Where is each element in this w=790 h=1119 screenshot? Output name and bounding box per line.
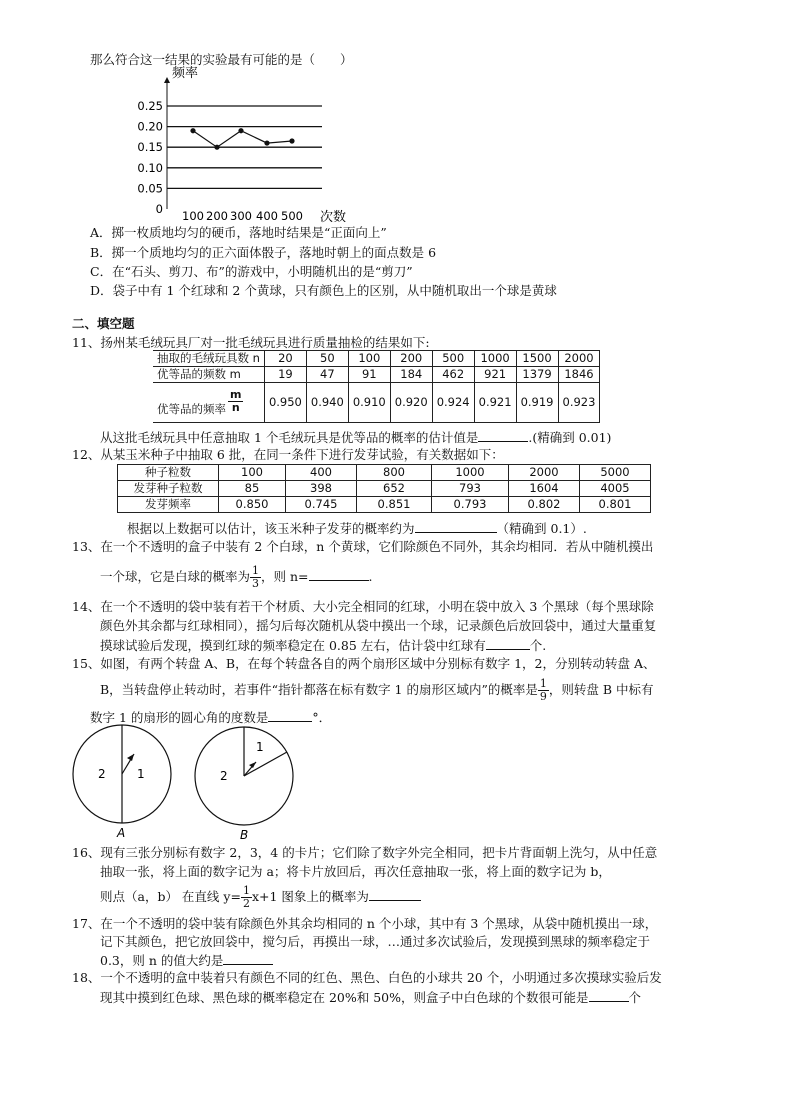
answer-blank[interactable]	[486, 637, 530, 650]
frequency-line-chart	[130, 63, 360, 223]
q14-line2: 颜色外其余都与红球相同），摇匀后每次随机从袋中摸出一个球，记录颜色后放回袋中，通过大量重复	[100, 618, 657, 633]
q12-cell: 793	[432, 481, 509, 497]
q18-line2: 现其中摸到红色球、黑色球的概率稳定在 20%和 50%，则盒子中白色球的个数很可能是 个	[100, 990, 642, 1005]
q15-line2: B，当转盘停止转动时，若事件“指针都落在标有数字 1 的扇形区域内”的概率是 $\frac{1}{9}$ ，则转盘 B 中标有	[100, 677, 654, 703]
q17-line2: 记下其颜色，把它放回袋中，搅匀后，再摸出一球，…通过多次试验后，发现摸到黑球的频率稳定于	[100, 934, 651, 949]
chart-point	[190, 128, 195, 133]
q11-row-n	[153, 351, 600, 367]
q11-cell: 20	[264, 351, 306, 367]
q11-row-label: 优等品的频率 $\frac{m}{n}$	[153, 383, 264, 423]
q12-row-label: 种子粒数	[118, 465, 219, 481]
chart-ylabel: 频率	[172, 66, 199, 81]
answer-blank[interactable]	[268, 709, 312, 722]
q12-cell: 100	[219, 465, 286, 481]
q11-cell: 0.923	[558, 383, 600, 423]
q12-cell: 2000	[509, 465, 580, 481]
chart-y-arrow	[164, 77, 170, 83]
q12-cell: 1604	[509, 481, 580, 497]
fraction: $\frac{1}{3}$	[252, 564, 260, 590]
q11-cell: 1846	[558, 367, 600, 383]
q11-cell: 200	[390, 351, 432, 367]
q11-cell: 462	[432, 367, 474, 383]
chart-xtick-label: 400	[256, 209, 278, 223]
q12-cell: 5000	[580, 465, 651, 481]
q11-cell: 19	[264, 367, 306, 383]
q11-question: 从这批毛绒玩具中任意抽取 1 个毛绒玩具是优等品的概率的估计值是 .(精确到 0.01)	[100, 430, 612, 445]
q11-cell: 921	[474, 367, 516, 383]
q14-line1: 14、在一个不透明的袋中装有若干个材质、大小完全相同的红球，小明在袋中放入 3 个黑球（每个黑球除	[72, 599, 654, 614]
chart-xtick-label: 500	[281, 209, 303, 223]
chart-ytick-label: 0.20	[137, 119, 163, 134]
chart-ytick-label: 0.05	[137, 181, 163, 196]
q12-cell: 0.745	[286, 497, 357, 513]
q11-row-freq	[153, 383, 600, 423]
q11-cell: 1500	[516, 351, 558, 367]
q11-cell: 1379	[516, 367, 558, 383]
chart-series-line	[193, 131, 292, 147]
q12-row-label: 发芽种子粒数	[118, 481, 219, 497]
chart-ytick-label: 0.10	[137, 160, 163, 175]
q12-stem: 12、从某玉米种子中抽取 6 批，在同一条件下进行发芽试验，有关数据如下：	[72, 447, 504, 462]
q11-cell: 91	[348, 367, 390, 383]
q17-line1: 17、在一个不透明的袋中装有除颜色外其余均相同的 n 个小球，其中有 3 个黑球，从袋中随机摸出一球，	[72, 916, 658, 931]
q11-cell: 0.940	[306, 383, 348, 423]
spinner-a	[68, 724, 180, 840]
q10-option-b: B．掷一个质地均匀的正六面体骰子，落地时朝上的面点数是 6	[90, 245, 437, 260]
chart-ytick-label: 0.15	[137, 140, 163, 155]
q12-row-label: 发芽频率	[118, 497, 219, 513]
chart-ytick-label: 0	[155, 202, 163, 216]
answer-blank[interactable]	[223, 952, 273, 965]
q12-question: 根据以上数据可以估计，该玉米种子发芽的概率约为 （精确到 0.1）.	[127, 521, 587, 536]
q12-cell: 4005	[580, 481, 651, 497]
q13-line1: 13、在一个不透明的盒子中装有 2 个白球，n 个黄球，它们除颜色不同外，其余均相同．若从中随机摸出	[72, 539, 654, 554]
q12-cell: 0.793	[432, 497, 509, 513]
q12-cell: 400	[286, 465, 357, 481]
q12-row-sprouted	[118, 481, 651, 497]
q14-line3: 摸球试验后发现，摸到红球的频率稳定在 0.85 左右，估计袋中红球有 个.	[100, 638, 547, 653]
q10-option-a: A．掷一枚质地均匀的硬币，落地时结果是“正面向上”	[90, 225, 387, 240]
q11-cell: 0.950	[264, 383, 306, 423]
q18-line1: 18、一个不透明的盒中装着只有颜色不同的红色、黑色、白色的小球共 20 个，小明通过多次摸球实验后发	[72, 970, 662, 985]
answer-blank[interactable]	[415, 520, 497, 533]
q13-line2: 一个球，它是白球的概率为 $\frac{1}{3}$ ，则 n= .	[100, 564, 373, 590]
q12-cell: 0.801	[580, 497, 651, 513]
q11-cell: 47	[306, 367, 348, 383]
chart-xtick-label: 100	[182, 209, 204, 223]
spinner-a-name: A	[117, 826, 126, 840]
q11-cell: 184	[390, 367, 432, 383]
q15-line1: 15、如图，有两个转盘 A、B，在每个转盘各自的两个扇形区域中分别标有数字 1，2，分别转动转盘 A、	[72, 656, 656, 671]
chart-xlabel: 次数	[320, 210, 347, 223]
q12-row-freq	[118, 497, 651, 513]
q12-cell: 85	[219, 481, 286, 497]
q11-cell: 0.920	[390, 383, 432, 423]
chart-point	[214, 145, 219, 150]
q15-line3: 数字 1 的扇形的圆心角的度数是 °．	[90, 710, 332, 725]
chart-xtick-label: 200	[206, 209, 228, 223]
chart-xtick-label: 300	[230, 209, 252, 223]
q11-cell: 0.919	[516, 383, 558, 423]
spinner-b-name: B	[240, 828, 249, 840]
answer-blank[interactable]	[309, 568, 369, 581]
q12-cell: 0.851	[357, 497, 432, 513]
chart-point	[264, 140, 269, 145]
q11-row-label: 优等品的频数 m	[153, 367, 264, 383]
fraction: $\frac{1}{9}$	[539, 677, 547, 703]
chart-ytick-label: 0.25	[137, 99, 163, 113]
q12-cell: 398	[286, 481, 357, 497]
q10-option-d: D．袋子中有 1 个红球和 2 个黄球，只有颜色上的区别，从中随机取出一个球是黄球	[90, 283, 557, 298]
spinner-a-left-label: 2	[98, 767, 106, 781]
answer-blank[interactable]	[478, 429, 528, 442]
q12-row-seeds	[118, 465, 651, 481]
q11-cell: 500	[432, 351, 474, 367]
q12-cell: 0.802	[509, 497, 580, 513]
q16-line1: 16、现有三张分别标有数字 2，3，4 的卡片；它们除了数字外完全相同，把卡片背面朝上洗匀，从中任意	[72, 845, 658, 860]
q11-cell: 0.910	[348, 383, 390, 423]
q12-table	[117, 464, 651, 513]
spinner-b-right-label: 1	[256, 740, 264, 754]
q12-cell: 800	[357, 465, 432, 481]
spinner-a-right-label: 1	[137, 767, 145, 781]
q12-cell: 1000	[432, 465, 509, 481]
q11-cell: 1000	[474, 351, 516, 367]
spinner-b	[190, 724, 302, 840]
q16-line2: 抽取一张，将上面的数字记为 a；将卡片放回后，再次任意抽取一张，将上面的数字记为 b，	[100, 864, 611, 879]
fraction: $\frac{1}{2}$	[242, 884, 250, 910]
q11-cell: 0.921	[474, 383, 516, 423]
spinner-b-left-label: 2	[220, 769, 228, 783]
q16-line3: 则点（a，b） 在直线 y= $\frac{1}{2}$ x+1 图象上的概率为	[100, 880, 421, 914]
q11-row-m	[153, 367, 600, 383]
q11-cell: 0.924	[432, 383, 474, 423]
q11-row-label: 抽取的毛绒玩具数 n	[153, 351, 264, 367]
chart-point	[289, 138, 294, 143]
q11-cell: 2000	[558, 351, 600, 367]
q11-cell: 50	[306, 351, 348, 367]
q11-table	[153, 350, 600, 423]
q12-cell: 0.850	[219, 497, 286, 513]
q12-cell: 652	[357, 481, 432, 497]
answer-blank[interactable]	[589, 989, 629, 1002]
chart-point	[238, 128, 243, 133]
q10-stem: 那么符合这一结果的实验最有可能的是（ ）	[90, 52, 353, 67]
answer-blank[interactable]	[369, 888, 421, 901]
q11-cell: 100	[348, 351, 390, 367]
section-title: 二、填空题	[72, 316, 135, 331]
q17-line3: 0.3，则 n 的值大约是	[100, 952, 273, 968]
q10-option-c: C．在“石头、剪刀、布”的游戏中，小明随机出的是“剪刀”	[90, 264, 413, 279]
q11-stem: 11、扬州某毛绒玩具厂对一批毛绒玩具进行质量抽检的结果如下:	[72, 335, 430, 350]
